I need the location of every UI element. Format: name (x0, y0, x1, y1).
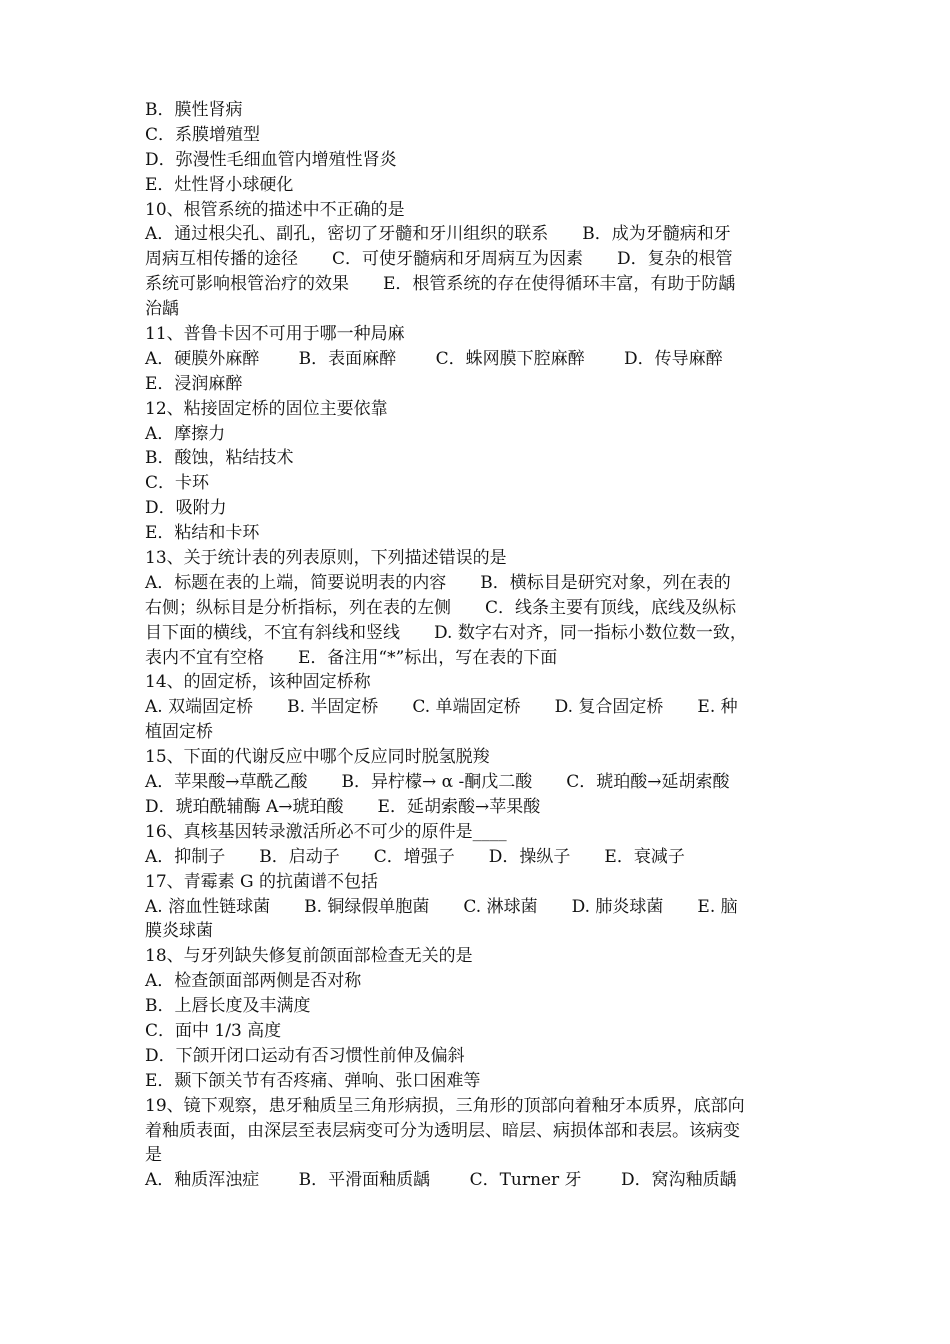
text-line: B．上唇长度及丰满度 (145, 996, 311, 1017)
text-line: 是 (145, 1145, 162, 1166)
text-line: D．吸附力 (145, 498, 227, 519)
text-line: D．琥珀酰辅酶 A→琥珀酸 E．延胡索酸→苹果酸 (145, 796, 541, 817)
text-line: A．标题在表的上端，简要说明表的内容 B．横标目是研究对象，列在表的 (145, 572, 731, 593)
text-line: 右侧；纵标目是分析指标，列在表的左侧 C．线条主要有顶线，底线及纵标 (145, 597, 737, 618)
text-line: C．卡环 (145, 473, 210, 494)
text-line: E．颞下颌关节有否疼痛、弹响、张口困难等 (145, 1070, 481, 1091)
text-line: A．检查颌面部两侧是否对称 (145, 971, 362, 992)
question-17-title: 17、青霉素 G 的抗菌谱不包括 (145, 871, 379, 892)
question-15-title: 15、下面的代谢反应中哪个反应同时脱氢脱羧 (145, 747, 490, 768)
text-line: 治龋 (145, 299, 179, 320)
text-line: 植固定桥 (145, 722, 213, 743)
question-10-title: 10、根管系统的描述中不正确的是 (145, 199, 405, 220)
question-19-title: 19、镜下观察，患牙釉质呈三角形病损，三角形的顶部向着釉牙本质界，底部向 (145, 1095, 745, 1116)
question-13-title: 13、关于统计表的列表原则，下列描述错误的是 (145, 548, 507, 569)
text-line: D．下颌开闭口运动有否习惯性前伸及偏斜 (145, 1045, 465, 1066)
text-line: C．面中 1/3 高度 (145, 1020, 282, 1041)
text-line: 表内不宜有空格 E．备注用“*”标出，写在表的下面 (145, 647, 558, 668)
question-11-title: 11、普鲁卡因不可用于哪一种局麻 (145, 324, 405, 345)
text-line: A．抑制子 B．启动子 C．增强子 D．操纵子 E．衰减子 (145, 846, 685, 867)
text-line: 着釉质表面，由深层至表层病变可分为透明层、暗层、病损体部和表层。该病变 (145, 1120, 740, 1141)
question-14-title: 14、的固定桥，该种固定桥称 (145, 672, 371, 693)
question-18-title: 18、与牙列缺失修复前颌面部检查无关的是 (145, 946, 473, 967)
text-line: 膜炎球菌 (145, 921, 213, 942)
text-line: 系统可影响根管治疗的效果 E．根管系统的存在使得循环丰富，有助于防龋 (145, 274, 736, 295)
text-line: A．摩擦力 (145, 423, 226, 444)
question-12-title: 12、粘接固定桥的固位主要依靠 (145, 398, 388, 419)
text-line: B．膜性肾病 (145, 100, 243, 120)
text-line: D．弥漫性毛细血管内增殖性肾炎 (145, 149, 397, 170)
text-line: A．苹果酸→草酰乙酸 B．异柠檬→ α -酮戊二酸 C．琥珀酸→延胡索酸 (145, 772, 730, 793)
text-line: A．硬膜外麻醉 B．表面麻醉 C．蛛网膜下腔麻醉 D．传导麻醉 (145, 348, 723, 369)
text-line: E．浸润麻醉 (145, 373, 243, 394)
text-line: A．釉质浑浊症 B．平滑面釉质龋 C．Turner 牙 D．窝沟釉质龋 (145, 1170, 737, 1191)
text-line: 目下面的横线，不宜有斜线和竖线 D. 数字右对齐，同一指标小数位数一致， (145, 622, 747, 643)
text-line: 周病互相传播的途径 C．可使牙髓病和牙周病互为因素 D．复杂的根管 (145, 249, 733, 270)
text-line: A．通过根尖孔、副孔，密切了牙髓和牙川组织的联系 B．成为牙髓病和牙 (145, 224, 731, 245)
text-line: A. 双端固定桥 B. 半固定桥 C. 单端固定桥 D. 复合固定桥 E. 种 (145, 697, 738, 718)
text-line: C．系膜增殖型 (145, 124, 261, 145)
question-16-title: 16、真核基因转录激活所必不可少的原件是____ (145, 821, 507, 842)
text-line: A. 溶血性链球菌 B. 铜绿假单胞菌 C. 淋球菌 D. 肺炎球菌 E. 脑 (145, 896, 738, 917)
text-line: E．灶性肾小球硬化 (145, 174, 294, 195)
document-page (145, 98, 815, 1193)
text-line: E．粘结和卡环 (145, 523, 260, 544)
text-line: B．酸蚀，粘结技术 (145, 448, 294, 469)
